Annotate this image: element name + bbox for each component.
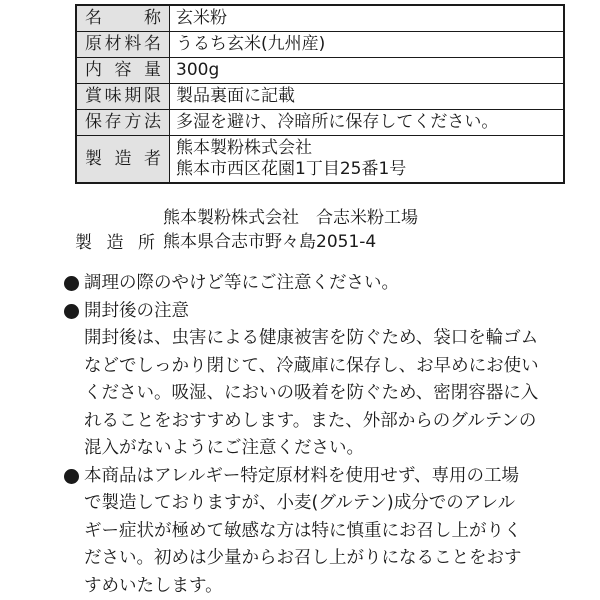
manufacturer-name: 熊本製粉株式会社 — [176, 138, 312, 158]
key-ingredients: 原材料名 — [76, 32, 170, 58]
note-line: 混入がないようにご注意ください。 — [84, 438, 364, 458]
note-line: 開封後は、虫害による健康被害を防ぐため、袋口を輪ゴム — [84, 328, 539, 348]
note-line: 調理の際のやけど等にご注意ください。 — [84, 273, 399, 293]
key-storage: 保存方法 — [76, 110, 170, 136]
table-row-manufacturer — [76, 136, 564, 184]
notes-section — [62, 270, 562, 600]
note-allergy — [62, 463, 562, 600]
note-line: 本商品はアレルギー特定原材料を使用せず、専用の工場 — [84, 465, 519, 486]
bullet-icon — [64, 469, 79, 484]
bullet-icon — [64, 276, 79, 291]
factory-address: 熊本県合志市野々島2051-4 — [163, 232, 377, 252]
value-manufacturer — [170, 136, 565, 184]
value-best-before — [170, 84, 565, 110]
value-line: 300g — [176, 60, 220, 80]
note-heading: 開封後の注意 — [84, 300, 189, 321]
note-line: れることをおすすめします。また、外部からのグルテンの — [84, 410, 537, 431]
note-line: ギー症状が極めて敏感な方は特に慎重にお召し上がりく — [84, 520, 522, 541]
value-ingredients — [170, 32, 565, 58]
table-row-content — [76, 58, 564, 84]
bullet-icon — [64, 304, 79, 319]
table-row-ingredients — [76, 32, 564, 58]
note-burn-caution — [62, 270, 562, 298]
note-line: すめいたします。 — [84, 575, 223, 596]
note-line: ください。吸湿、においの吸着を防ぐため、密閉容器に入 — [84, 383, 539, 403]
factory-label: 製造所 — [75, 233, 155, 253]
table-row-storage — [76, 110, 564, 136]
note-line: ださい。初めは少量からお召し上がりになることをおす — [84, 548, 522, 568]
value-line: 多湿を避け、冷暗所に保存してください。 — [176, 112, 499, 132]
value-name — [170, 5, 565, 32]
note-line: で製造しておりますが、小麦(グルテン)成分でのアレル — [84, 493, 516, 513]
value-line: うるち玄米(九州産) — [176, 34, 326, 54]
factory-name: 熊本製粉株式会社 合志米粉工場 — [163, 208, 418, 228]
value-content — [170, 58, 565, 84]
product-info-table — [75, 4, 565, 184]
key-manufacturer: 製造者 — [76, 136, 170, 184]
table-row-best-before — [76, 84, 564, 110]
value-line: 玄米粉 — [176, 8, 227, 28]
value-line: 製品裏面に記載 — [176, 86, 295, 106]
table-row-name — [76, 5, 564, 32]
note-after-opening — [62, 298, 562, 463]
value-storage — [170, 110, 565, 136]
note-line: などでしっかり閉じて、冷蔵庫に保存し、お早めにお使い — [84, 355, 539, 376]
key-best-before: 賞味期限 — [76, 84, 170, 110]
key-content: 内容量 — [76, 58, 170, 84]
manufacturer-address: 熊本市西区花園1丁目25番1号 — [176, 159, 407, 179]
key-name: 名 称 — [76, 5, 170, 32]
factory-lines — [163, 206, 418, 254]
